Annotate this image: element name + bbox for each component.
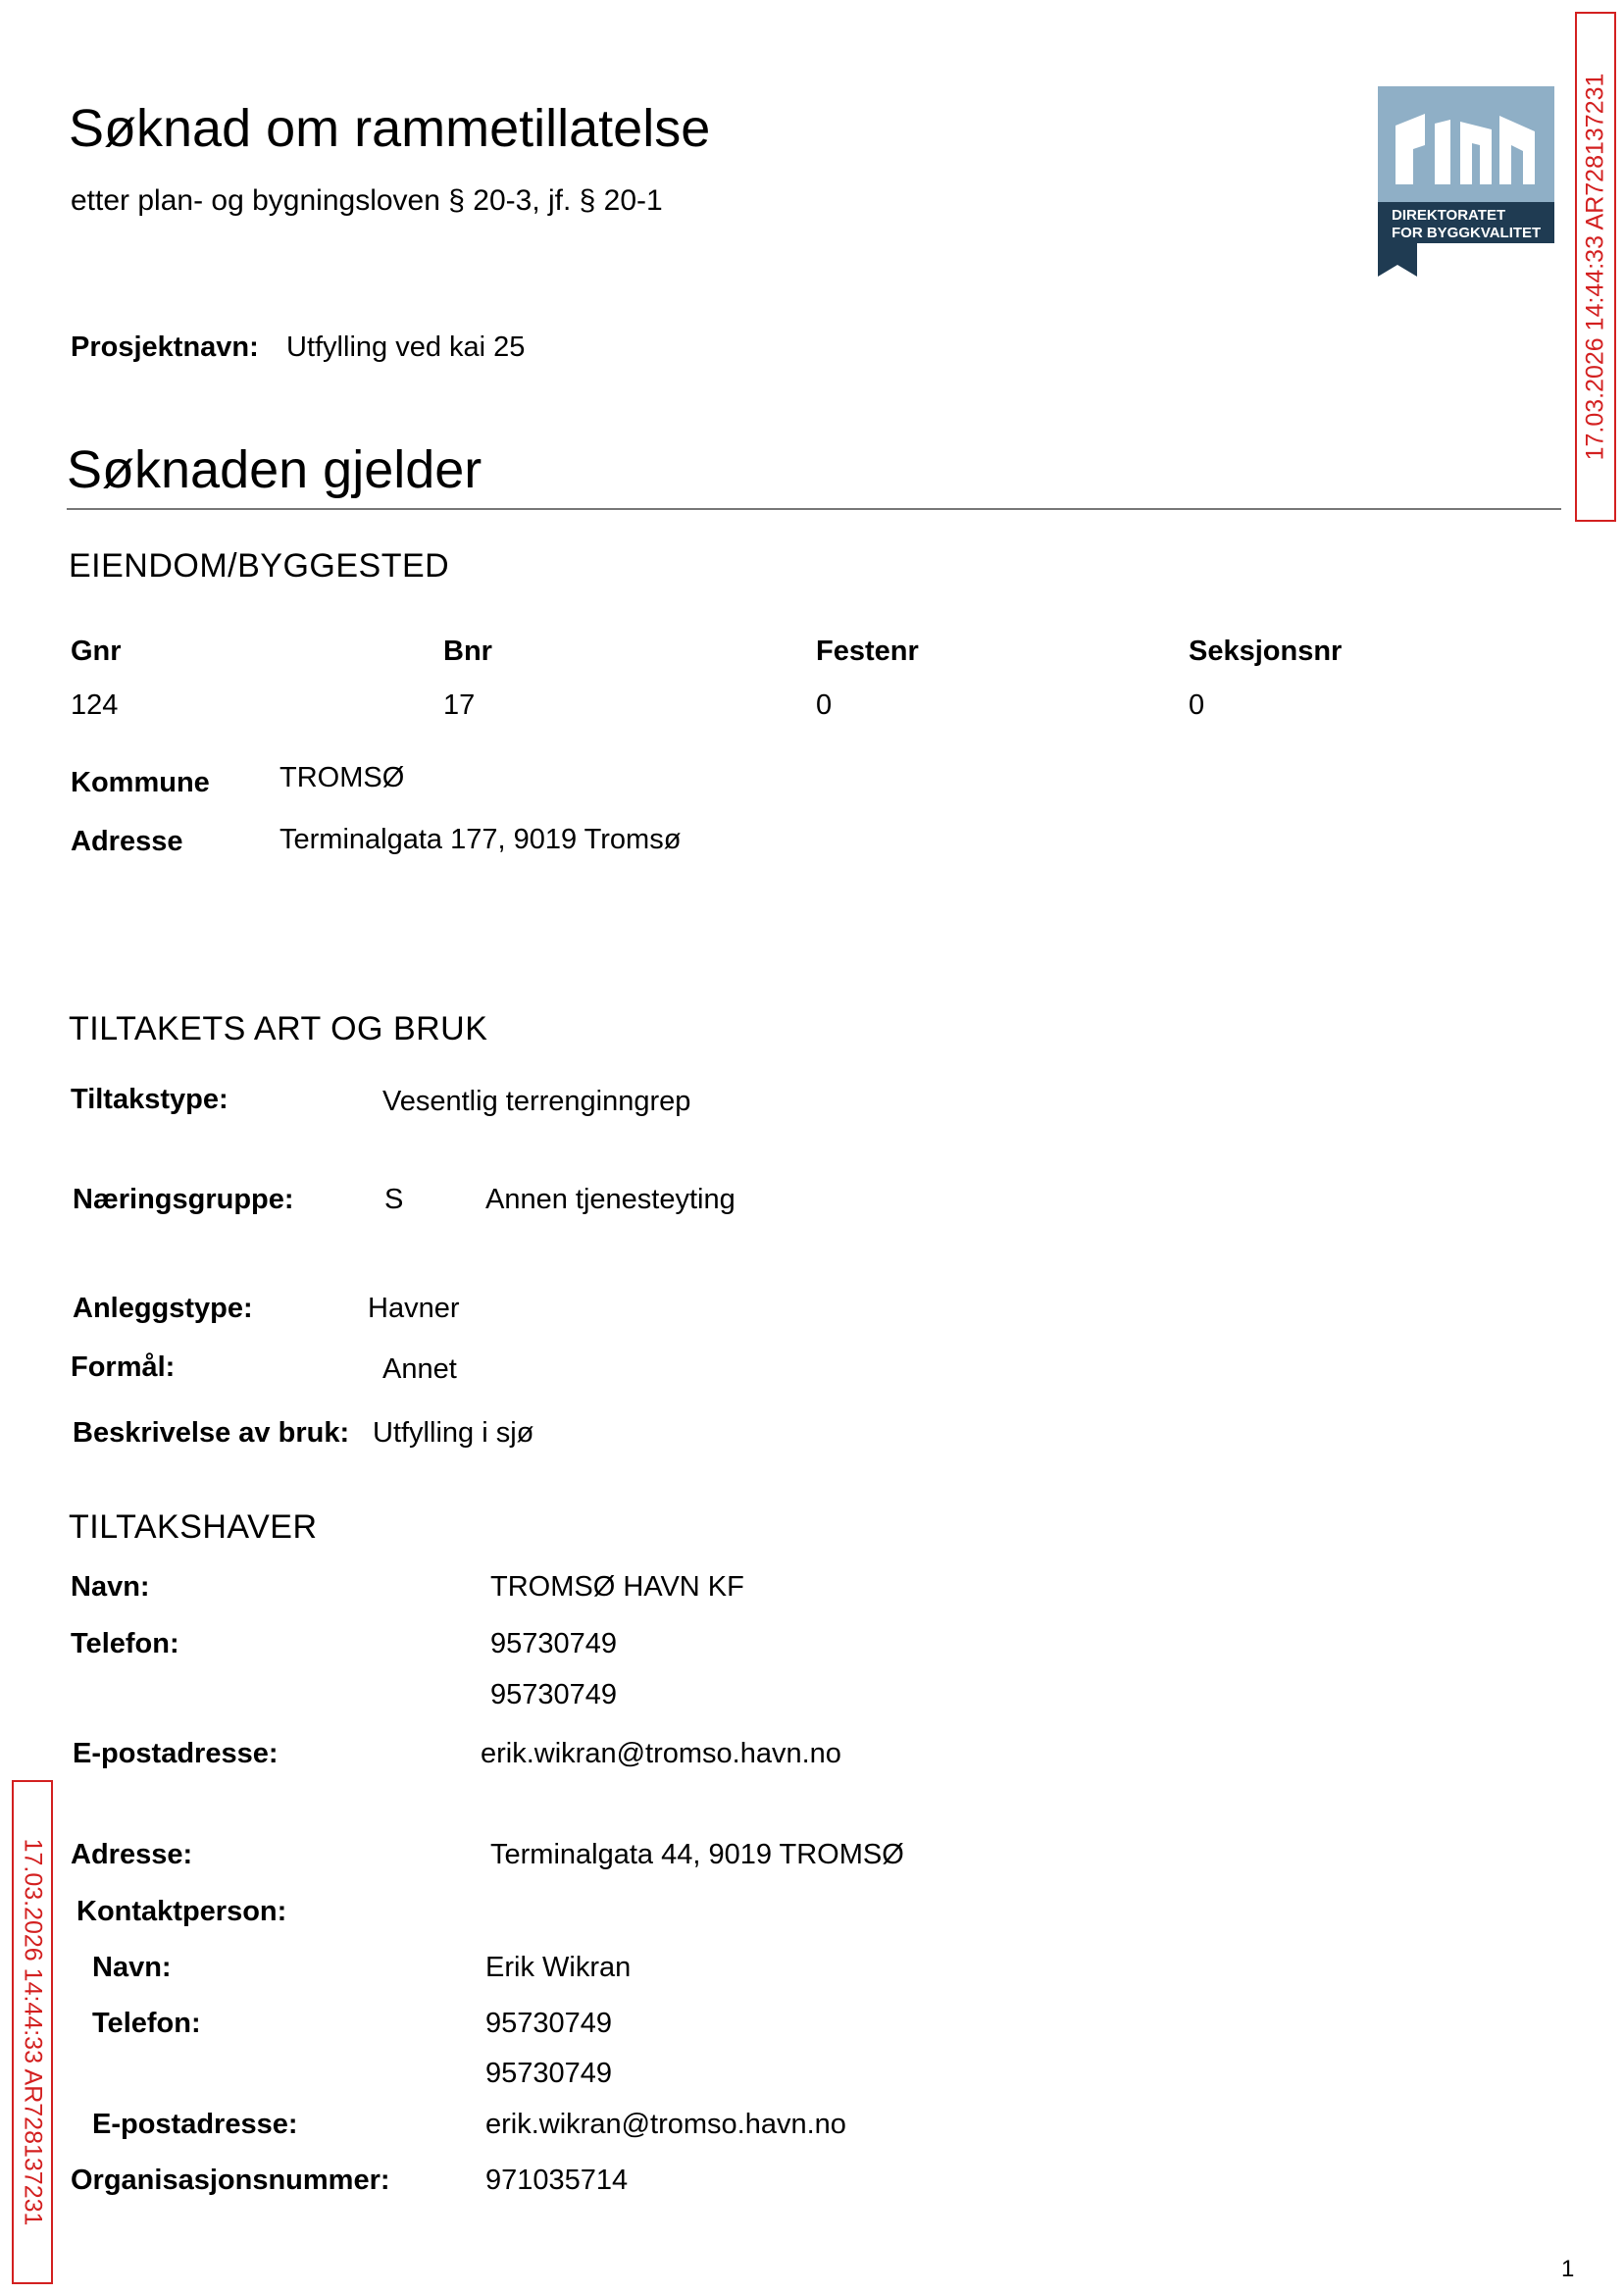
th-telefon-label: Telefon:	[71, 1628, 179, 1659]
naeringsgruppe-label: Næringsgruppe:	[73, 1184, 294, 1215]
kommune-value: TROMSØ	[279, 762, 405, 793]
beskrivelse-label: Beskrivelse av bruk:	[73, 1417, 350, 1449]
stamp-text: 17.03.2026 14:44:33 AR728137231	[19, 1838, 47, 2226]
kontaktperson-label: Kontaktperson:	[76, 1896, 287, 1927]
festenr-value: 0	[816, 689, 833, 721]
orgnr-label: Organisasjonsnummer:	[71, 2165, 390, 2196]
tiltakshaver-heading: TILTAKSHAVER	[69, 1508, 318, 1546]
adresse-label: Adresse	[71, 826, 183, 857]
th-telefon-value-1: 95730749	[490, 1628, 618, 1659]
tiltakstype-value: Vesentlig terrenginngrep	[382, 1086, 691, 1117]
kp-telefon-value-2: 95730749	[485, 2058, 613, 2089]
th-epost-value: erik.wikran@tromso.havn.no	[481, 1738, 841, 1769]
logo-text-2: FOR BYGGKVALITET	[1392, 225, 1542, 241]
th-epost-label: E-postadresse:	[73, 1738, 279, 1769]
dibk-logo-graphic	[1378, 86, 1554, 277]
kp-telefon-label: Telefon:	[92, 2008, 201, 2039]
project-label: Prosjektnavn:	[71, 331, 259, 363]
anleggstype-label: Anleggstype:	[73, 1293, 253, 1324]
gnr-value: 124	[71, 689, 119, 721]
document-subtitle: etter plan- og bygningsloven § 20-3, jf. § 20-1	[71, 184, 663, 217]
document-title: Søknad om rammetillatelse	[69, 99, 711, 158]
eiendom-heading: EIENDOM/BYGGESTED	[69, 547, 450, 585]
gnr-label: Gnr	[71, 636, 122, 667]
kp-navn-value: Erik Wikran	[485, 1952, 632, 1983]
kommune-label: Kommune	[71, 767, 210, 798]
naeringsgruppe-value: Annen tjenesteyting	[485, 1184, 736, 1215]
tiltak-heading: TILTAKETS ART OG BRUK	[69, 1010, 488, 1047]
project-value: Utfylling ved kai 25	[286, 331, 526, 363]
timestamp-stamp-right	[1575, 12, 1616, 522]
page-number: 1	[1561, 2256, 1575, 2282]
bnr-value: 17	[443, 689, 476, 721]
formal-value: Annet	[382, 1353, 457, 1385]
section-title: Søknaden gjelder	[67, 440, 482, 499]
th-navn-value: TROMSØ HAVN KF	[490, 1571, 744, 1603]
kp-telefon-value-1: 95730749	[485, 2008, 613, 2039]
timestamp-stamp-left	[12, 1780, 53, 2284]
formal-label: Formål:	[71, 1351, 176, 1383]
adresse-value: Terminalgata 177, 9019 Tromsø	[279, 824, 682, 855]
th-adresse-label: Adresse:	[71, 1839, 193, 1870]
kp-epost-value: erik.wikran@tromso.havn.no	[485, 2109, 846, 2140]
dibk-logo	[1378, 86, 1554, 277]
logo-text-1: DIREKTORATET	[1392, 207, 1506, 224]
festenr-label: Festenr	[816, 636, 919, 667]
th-navn-label: Navn:	[71, 1571, 150, 1603]
orgnr-value: 971035714	[485, 2165, 629, 2196]
seksjonsnr-label: Seksjonsnr	[1189, 636, 1343, 667]
naeringsgruppe-code: S	[384, 1184, 404, 1215]
stamp-text: 17.03.2026 14:44:33 AR728137231	[1581, 73, 1609, 461]
beskrivelse-value: Utfylling i sjø	[373, 1417, 534, 1449]
anleggstype-value: Havner	[368, 1293, 460, 1324]
th-telefon-value-2: 95730749	[490, 1679, 618, 1710]
bnr-label: Bnr	[443, 636, 492, 667]
tiltakstype-label: Tiltakstype:	[71, 1084, 228, 1115]
th-adresse-value: Terminalgata 44, 9019 TROMSØ	[490, 1839, 904, 1870]
section-divider	[67, 508, 1561, 510]
seksjonsnr-value: 0	[1189, 689, 1205, 721]
kp-epost-label: E-postadresse:	[92, 2109, 298, 2140]
kp-navn-label: Navn:	[92, 1952, 172, 1983]
